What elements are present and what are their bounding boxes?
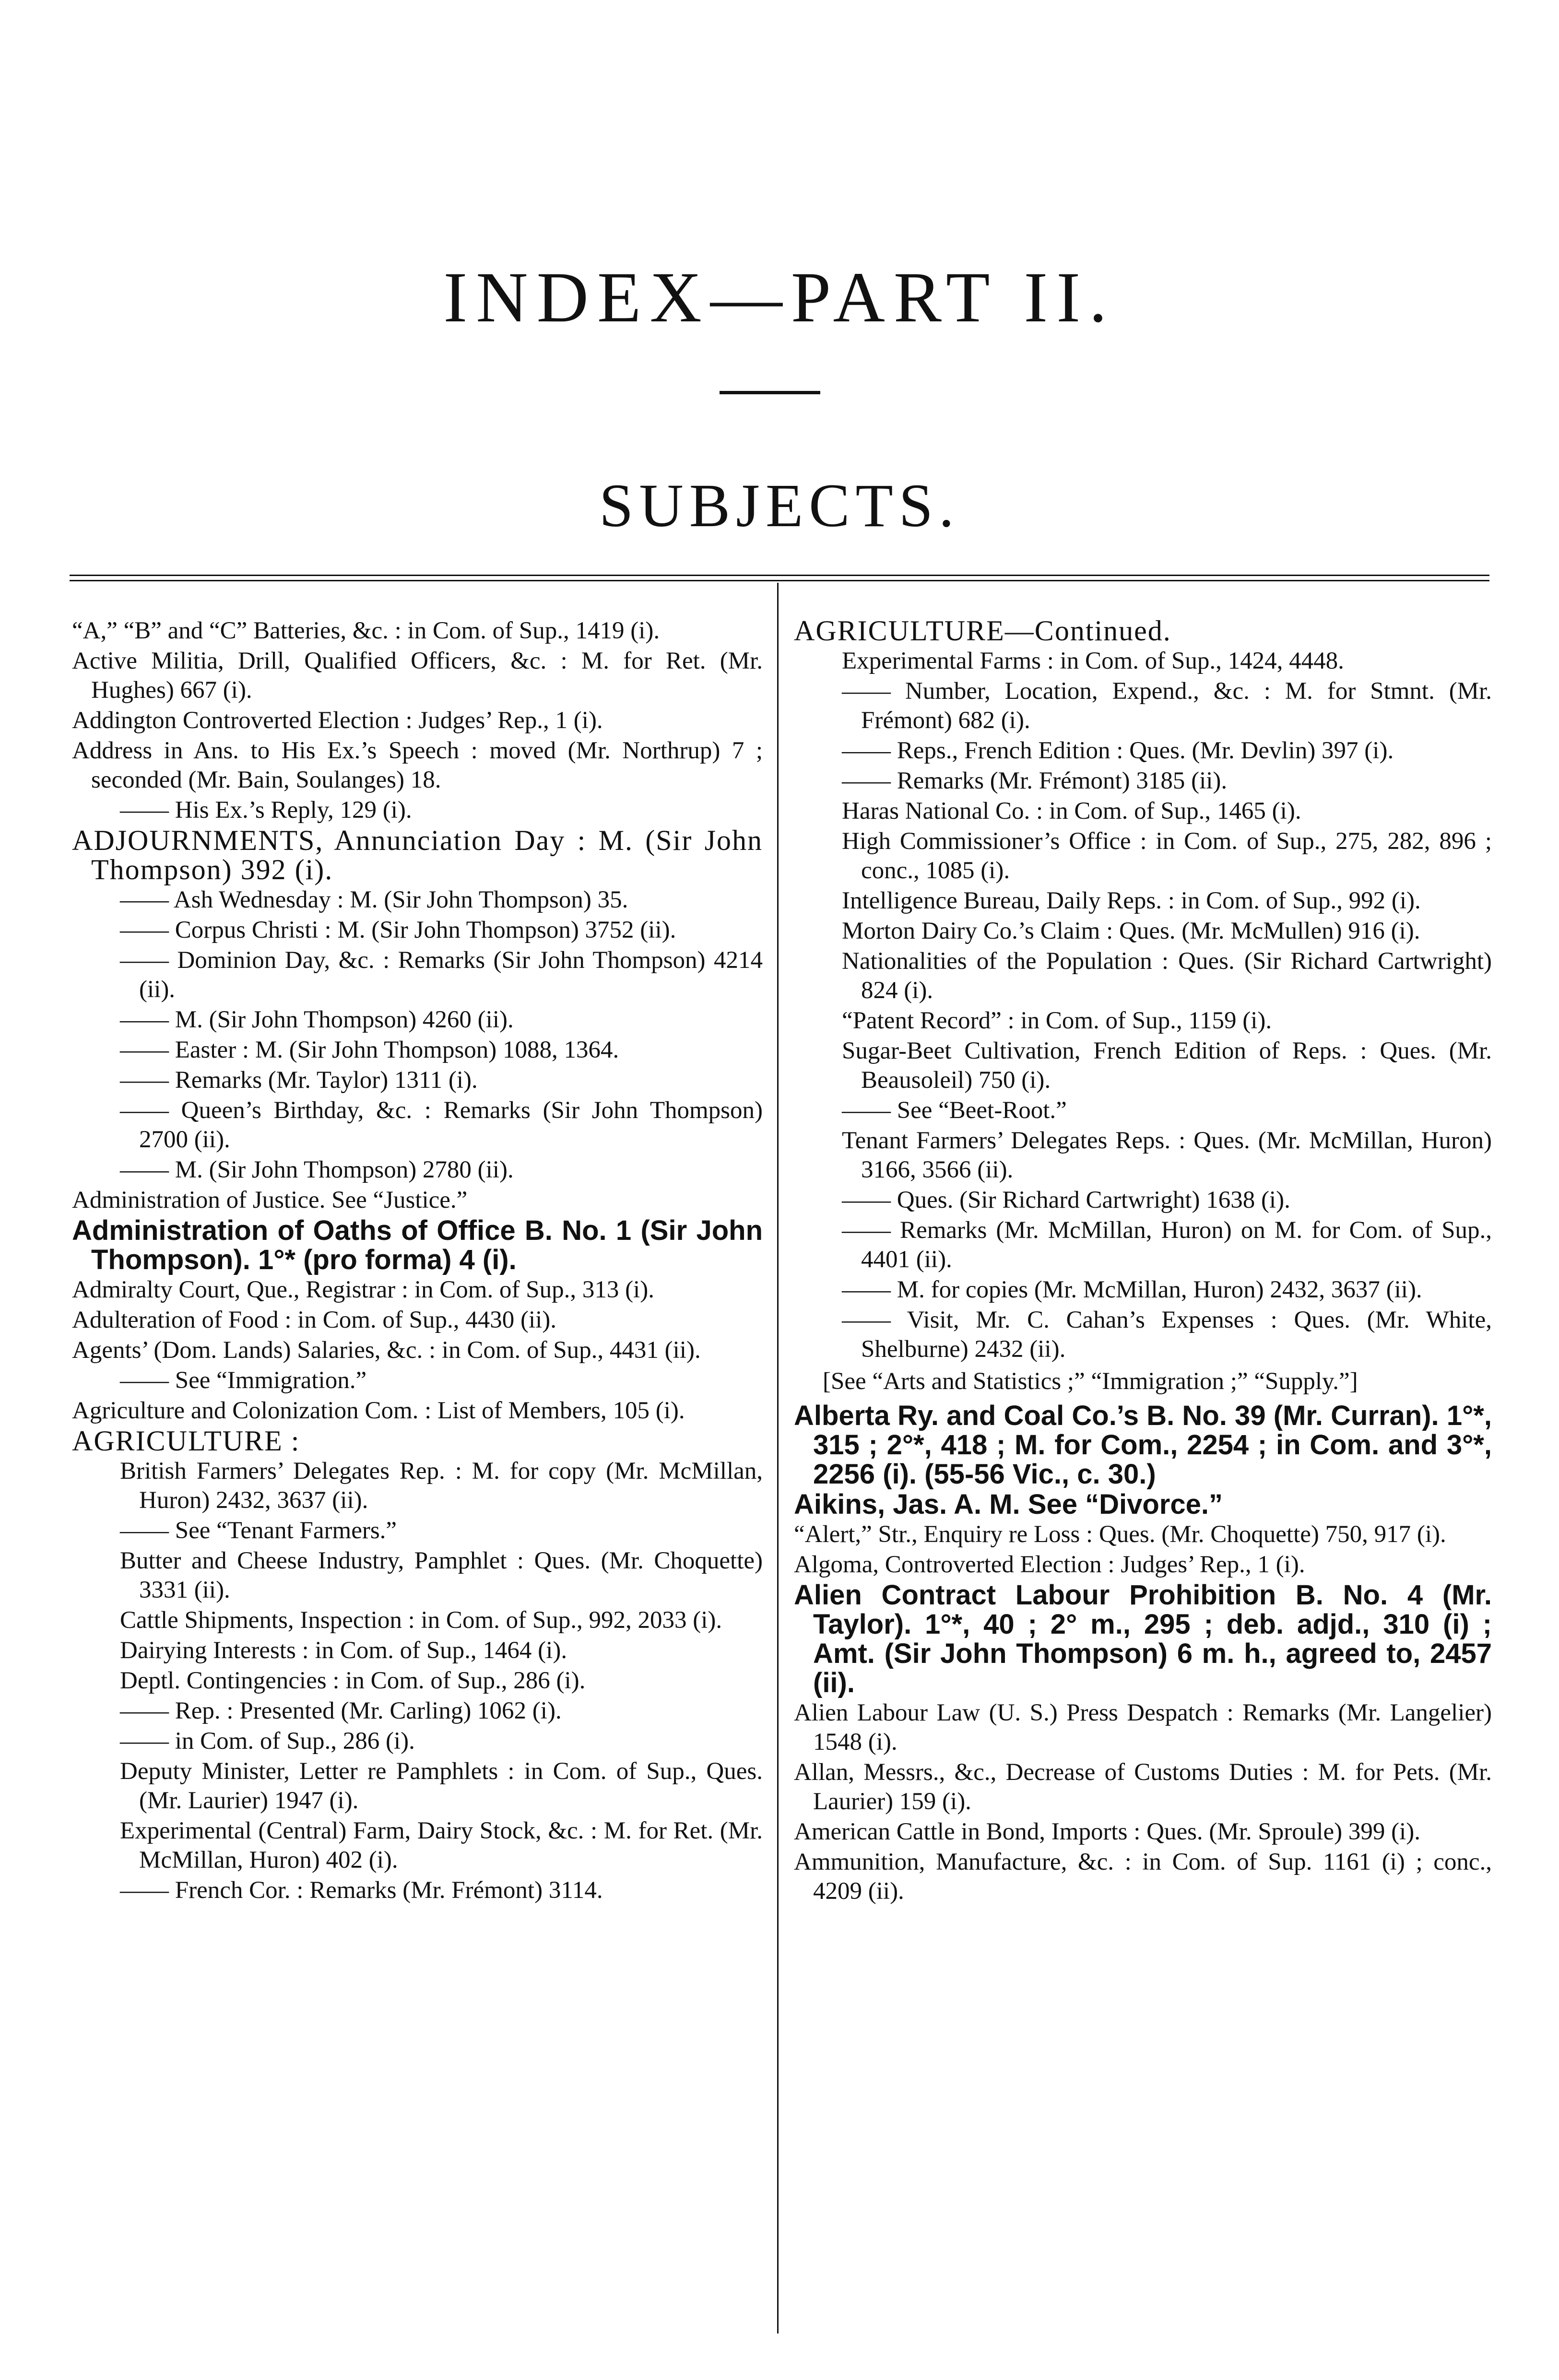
index-entry: Admiralty Court, Que., Registrar : in Com. of Sup., 313 (i). <box>72 1276 654 1303</box>
index-subentry: —— Reps., French Edition : Ques. (Mr. Devlin) 397 (i). <box>842 737 1394 764</box>
index-entry: ADJOURNMENTS, Annunciation Day : M. (Sir John Thompson) 392 (i). <box>72 825 763 885</box>
index-subentry: —— M. (Sir John Thompson) 2780 (ii). <box>120 1156 514 1183</box>
index-entry: Allan, Messrs., &c., Decrease of Customs Duties : M. for Pets. (Mr. Laurier) 159 (i). <box>794 1759 1492 1815</box>
index-subentry: High Commissioner’s Office : in Com. of Sup., 275, 282, 896 ; conc., 1085 (i). <box>842 828 1492 884</box>
index-subentry: —— in Com. of Sup., 286 (i). <box>120 1728 415 1755</box>
index-entry: Addington Controverted Election : Judges’ Rep., 1 (i). <box>72 707 603 734</box>
double-rule <box>70 575 1489 581</box>
page-title: INDEX—PART II. <box>443 258 1116 337</box>
index-subentry: Tenant Farmers’ Delegates Reps. : Ques. (Mr. McMillan, Huron) 3166, 3566 (ii). <box>842 1127 1492 1183</box>
right-column <box>794 616 1492 1907</box>
index-entry: Agents’ (Dom. Lands) Salaries, &c. : in Com. of Sup., 4431 (ii). <box>72 1337 701 1364</box>
column-divider <box>777 583 779 2333</box>
index-subentry: —— See “Beet-Root.” <box>842 1097 1067 1124</box>
index-subentry: —— M. (Sir John Thompson) 4260 (ii). <box>120 1006 514 1033</box>
index-entry: Agriculture and Colonization Com. : List of Members, 105 (i). <box>72 1397 685 1424</box>
index-subentry: —— Ash Wednesday : M. (Sir John Thompson) 35. <box>120 886 628 913</box>
index-subentry: “Patent Record” : in Com. of Sup., 1159 (i). <box>842 1007 1272 1034</box>
index-entry: American Cattle in Bond, Imports : Ques. (Mr. Sproule) 399 (i). <box>794 1818 1420 1845</box>
index-subentry: —— See “Immigration.” <box>120 1367 367 1394</box>
page-subtitle: SUBJECTS. <box>599 471 960 540</box>
index-subentry: —— Visit, Mr. C. Cahan’s Expenses : Ques. (Mr. White, Shelburne) 2432 (ii). <box>842 1307 1492 1363</box>
index-subentry: Haras National Co. : in Com. of Sup., 1465 (i). <box>842 798 1301 825</box>
index-entry: Aikins, Jas. A. M. See “Divorce.” <box>794 1489 1223 1520</box>
index-entry: Administration of Justice. See “Justice.” <box>72 1187 468 1214</box>
index-subentry: Morton Dairy Co.’s Claim : Ques. (Mr. McMullen) 916 (i). <box>842 918 1420 944</box>
index-subentry: Sugar-Beet Cultivation, French Edition of Reps. : Ques. (Mr. Beausoleil) 750 (i). <box>842 1037 1492 1094</box>
index-subentry: Experimental Farms : in Com. of Sup., 1424, 4448. <box>842 648 1344 674</box>
index-subentry: —— Ques. (Sir Richard Cartwright) 1638 (i). <box>842 1187 1290 1214</box>
index-subentry: Butter and Cheese Industry, Pamphlet : Ques. (Mr. Choquette) 3331 (ii). <box>120 1547 763 1603</box>
index-entry: Alien Contract Labour Prohibition B. No. 4 (Mr. Taylor). 1°*, 40 ; 2° m., 295 ; deb. adjd., 310 (i) ; Amt. (Sir John Thompson) 6 m. h., agreed to, 2457 (ii). <box>794 1579 1492 1698</box>
index-entry: AGRICULTURE : <box>72 1425 300 1457</box>
index-subentry: —— See “Tenant Farmers.” <box>120 1517 397 1544</box>
index-entry: “A,” “B” and “C” Batteries, &c. : in Com. of Sup., 1419 (i). <box>72 617 660 644</box>
index-subentry: —— His Ex.’s Reply, 129 (i). <box>120 797 412 824</box>
index-subentry: Nationalities of the Population : Ques. (Sir Richard Cartwright) 824 (i). <box>842 948 1492 1004</box>
index-entry: “Alert,” Str., Enquiry re Loss : Ques. (Mr. Choquette) 750, 917 (i). <box>794 1521 1446 1548</box>
index-subentry: British Farmers’ Delegates Rep. : M. for copy (Mr. McMillan, Huron) 2432, 3637 (ii). <box>120 1458 763 1514</box>
title-rule <box>720 391 820 394</box>
index-subentry: —— French Cor. : Remarks (Mr. Frémont) 3114. <box>120 1877 603 1904</box>
index-entry: Alberta Ry. and Coal Co.’s B. No. 39 (Mr. Curran). 1°*, 315 ; 2°*, 418 ; M. for Com., 2254 ; in Com. and 3°*, 2256 (i). (55-56 Vic., c. 30.) <box>794 1400 1492 1490</box>
index-subentry: Experimental (Central) Farm, Dairy Stock, &c. : M. for Ret. (Mr. McMillan, Huron) 402 (i). <box>120 1817 763 1873</box>
index-entry: AGRICULTURE—Continued. <box>794 615 1171 647</box>
index-entry: Algoma, Controverted Election : Judges’ Rep., 1 (i). <box>794 1551 1305 1578</box>
index-subentry: Intelligence Bureau, Daily Reps. : in Com. of Sup., 992 (i). <box>842 887 1421 914</box>
index-subentry: —— Number, Location, Expend., &c. : M. for Stmnt. (Mr. Frémont) 682 (i). <box>842 678 1492 734</box>
index-subentry: Dairying Interests : in Com. of Sup., 1464 (i). <box>120 1637 567 1664</box>
index-subentry: —— Rep. : Presented (Mr. Carling) 1062 (i). <box>120 1697 562 1724</box>
index-subentry: Deputy Minister, Letter re Pamphlets : in Com. of Sup., Ques. (Mr. Laurier) 1947 (i). <box>120 1758 763 1814</box>
index-subentry: —— Dominion Day, &c. : Remarks (Sir John Thompson) 4214 (ii). <box>120 947 763 1003</box>
index-subentry: —— Remarks (Mr. Taylor) 1311 (i). <box>120 1067 478 1094</box>
index-entry: [See “Arts and Statistics ;” “Immigration ;” “Supply.”] <box>823 1368 1358 1395</box>
index-entry: Adulteration of Food : in Com. of Sup., 4430 (ii). <box>72 1307 557 1333</box>
index-subentry: —— Corpus Christi : M. (Sir John Thompson) 3752 (ii). <box>120 917 676 943</box>
index-entry: Alien Labour Law (U. S.) Press Despatch : Remarks (Mr. Langelier) 1548 (i). <box>794 1699 1492 1756</box>
index-subentry: —— Easter : M. (Sir John Thompson) 1088, 1364. <box>120 1037 619 1063</box>
index-subentry: —— Queen’s Birthday, &c. : Remarks (Sir John Thompson) 2700 (ii). <box>120 1097 763 1153</box>
index-entry: Ammunition, Manufacture, &c. : in Com. of Sup. 1161 (i) ; conc., 4209 (ii). <box>794 1849 1492 1905</box>
index-subentry: —— Remarks (Mr. McMillan, Huron) on M. for Com. of Sup., 4401 (ii). <box>842 1217 1492 1273</box>
index-subentry: —— Remarks (Mr. Frémont) 3185 (ii). <box>842 767 1228 794</box>
index-subentry: Cattle Shipments, Inspection : in Com. of Sup., 992, 2033 (i). <box>120 1607 722 1634</box>
index-entry: Address in Ans. to His Ex.’s Speech : moved (Mr. Northrup) 7 ; seconded (Mr. Bain, Soulanges) 18. <box>72 737 763 793</box>
index-entry: Active Militia, Drill, Qualified Officers, &c. : M. for Ret. (Mr. Hughes) 667 (i). <box>72 648 763 704</box>
index-subentry: —— M. for copies (Mr. McMillan, Huron) 2432, 3637 (ii). <box>842 1276 1422 1303</box>
index-subentry: Deptl. Contingencies : in Com. of Sup., 286 (i). <box>120 1667 586 1694</box>
left-column <box>72 616 763 1906</box>
index-entry: Administration of Oaths of Office B. No. 1 (Sir John Thompson). 1°* (pro forma) 4 (i). <box>72 1215 763 1275</box>
